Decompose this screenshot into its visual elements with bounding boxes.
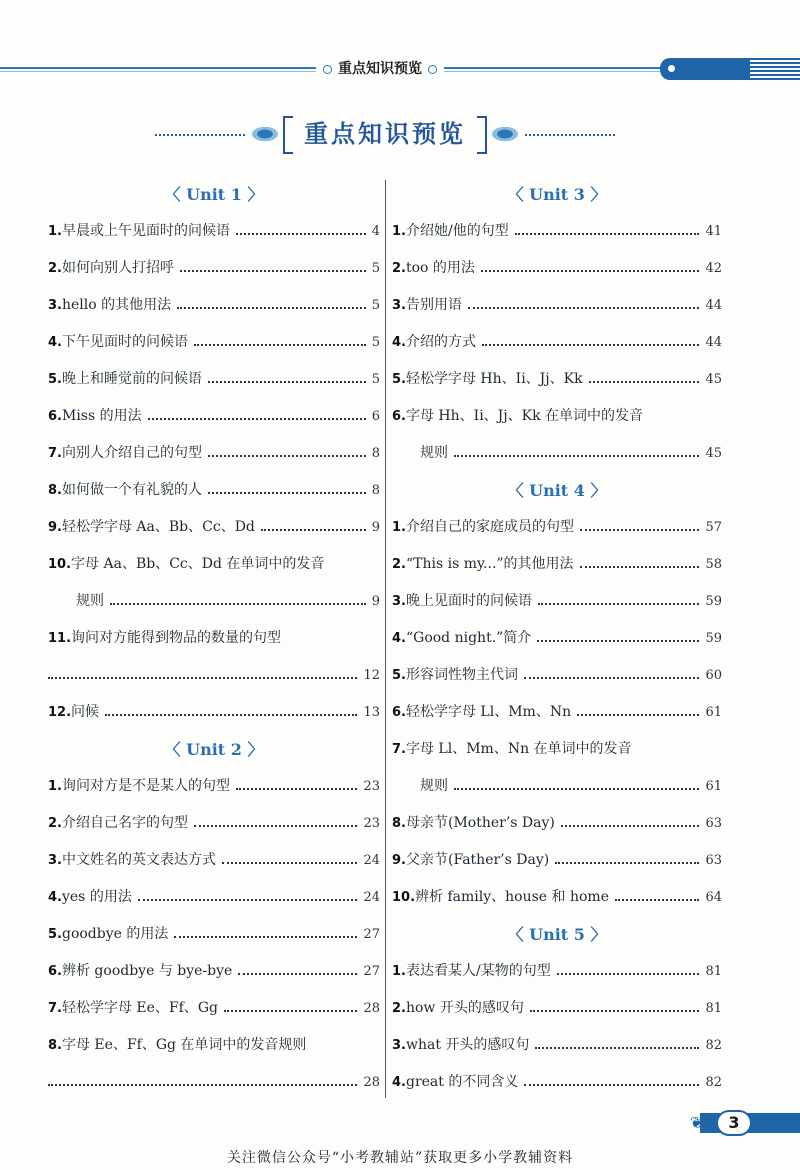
entry-page: 27 [363, 964, 380, 979]
toc-entry[interactable] [48, 509, 380, 546]
toc-left-column [48, 176, 380, 1101]
dot-leader [557, 973, 700, 975]
entry-number: 4. [392, 1075, 406, 1090]
dot-leader [194, 825, 357, 827]
toc-entry[interactable] [48, 1027, 380, 1064]
header-stripes-decoration [750, 58, 800, 80]
toc-entry[interactable] [392, 990, 722, 1027]
entry-page: 9 [371, 594, 380, 609]
bullet-icon [323, 65, 332, 74]
dot-leader [577, 714, 699, 716]
toc-entry[interactable] [392, 842, 722, 879]
dot-leader [208, 381, 366, 383]
dot-leader [48, 677, 357, 679]
toc-entry-continuation[interactable] [48, 583, 380, 620]
entry-title: too 的用法 [405, 260, 475, 276]
toc-entry[interactable] [48, 250, 380, 287]
unit-heading: 〈 Unit 1 〉 [164, 185, 264, 204]
entry-title: 辨析 family、house 和 home [415, 889, 609, 905]
dot-leader [238, 973, 357, 975]
dotted-rule-left [155, 134, 245, 136]
entry-number: 3. [48, 853, 62, 868]
entry-number: 6. [392, 409, 406, 424]
unit-heading: 〈 Unit 5 〉 [507, 925, 607, 944]
entry-title: 规则 [420, 778, 448, 794]
entry-title: 形容词性物主代词 [405, 667, 518, 683]
entry-title: 规则 [420, 445, 448, 461]
toc-entry[interactable] [392, 361, 722, 398]
entry-number: 10. [392, 890, 416, 905]
unit-heading: 〈 Unit 2 〉 [164, 740, 264, 759]
toc-entry[interactable] [392, 287, 722, 324]
toc-entry[interactable] [48, 324, 380, 361]
dot-leader [481, 270, 700, 272]
entry-title: 表达看某人/某物的句型 [405, 963, 551, 979]
dot-leader [105, 714, 357, 716]
entry-title: 如何向别人打招呼 [61, 260, 174, 276]
entry-number: 6. [48, 409, 62, 424]
page-title: 重点知识预览 [304, 120, 466, 148]
entry-page: 44 [705, 335, 722, 350]
entry-title: great 的不同含义 [405, 1074, 519, 1090]
header-title-text: 重点知识预览 [338, 61, 422, 77]
toc-entry[interactable] [392, 1027, 722, 1064]
entry-title: 字母 Hh、Ii、Jj、Kk 在单词中的发音 [405, 408, 644, 424]
entry-page: 63 [705, 853, 722, 868]
entry-title: 介绍的方式 [405, 334, 476, 350]
entry-number: 2. [48, 816, 62, 831]
entry-number: 2. [392, 1001, 406, 1016]
entry-title: 轻松学字母 Ee、Ff、Gg [61, 1000, 218, 1016]
entry-title: 母亲节(Mother’s Day) [405, 815, 555, 831]
entry-number: 9. [48, 520, 62, 535]
entry-page: 59 [705, 631, 722, 646]
entry-title: “This is my...”的其他用法 [405, 556, 574, 572]
entry-title: 晚上见面时的问候语 [405, 593, 532, 609]
toc-entry[interactable] [48, 916, 380, 953]
toc-entry[interactable] [392, 583, 722, 620]
entry-title: 向别人介绍自己的句型 [61, 445, 202, 461]
entry-page: 61 [705, 705, 722, 720]
entry-page: 42 [705, 261, 722, 276]
entry-number: 3. [392, 594, 406, 609]
toc-entry[interactable] [48, 694, 380, 731]
dot-leader [515, 233, 700, 235]
toc-entry[interactable] [392, 657, 722, 694]
dot-leader [222, 862, 357, 864]
entry-page: 45 [705, 372, 722, 387]
dot-leader [454, 788, 699, 790]
bracket-right [477, 116, 487, 154]
entry-title: Miss 的用法 [61, 408, 142, 424]
entry-page: 5 [371, 261, 380, 276]
toc-entry[interactable] [48, 472, 380, 509]
entry-page: 5 [371, 372, 380, 387]
entry-number: 1. [392, 520, 406, 535]
entry-title: 轻松学字母 Ll、Mm、Nn [405, 704, 572, 720]
dot-leader [535, 1047, 699, 1049]
entry-title: 问候 [71, 704, 100, 720]
dot-leader [589, 381, 700, 383]
toc-entry[interactable] [48, 990, 380, 1027]
entry-number: 7. [392, 742, 406, 757]
entry-number: 8. [392, 816, 406, 831]
entry-title: 规则 [76, 593, 104, 609]
entry-title: 告别用语 [405, 297, 462, 313]
toc-entry[interactable] [48, 620, 380, 657]
entry-title: 下午见面时的问候语 [61, 334, 188, 350]
dot-leader [110, 603, 366, 605]
entry-title: 中文姓名的英文表达方式 [61, 852, 216, 868]
toc-entry[interactable] [48, 805, 380, 842]
toc-entry[interactable] [48, 768, 380, 805]
entry-number: 9. [392, 853, 406, 868]
entry-number: 4. [392, 631, 406, 646]
entry-number: 10. [48, 557, 72, 572]
toc-entry[interactable] [392, 324, 722, 361]
dot-leader [208, 455, 366, 457]
entry-page: 82 [705, 1075, 722, 1090]
toc-entry[interactable] [392, 250, 722, 287]
bullet-icon [428, 65, 437, 74]
dot-leader [555, 862, 699, 864]
toc-entry-continuation[interactable] [392, 768, 722, 805]
dot-leader [561, 825, 700, 827]
unit-heading: 〈 Unit 4 〉 [507, 481, 607, 500]
toc-entry[interactable] [48, 953, 380, 990]
toc-entry[interactable] [48, 398, 380, 435]
entry-page: 24 [363, 853, 380, 868]
section-title-banner [155, 110, 615, 160]
entry-title: 早晨或上午见面时的问候语 [61, 223, 230, 239]
toc-entry[interactable] [392, 879, 722, 916]
entry-page: 59 [705, 594, 722, 609]
entry-title: 字母 Ee、Ff、Gg 在单词中的发音规则 [61, 1037, 307, 1053]
entry-page: 41 [705, 224, 722, 239]
toc-entry-continuation[interactable] [392, 435, 722, 472]
page-number: 3 [716, 1110, 752, 1136]
entry-number: 2. [392, 557, 406, 572]
entry-number: 1. [48, 779, 62, 794]
toc-entry[interactable] [48, 546, 380, 583]
entry-page: 5 [371, 298, 380, 313]
entry-number: 7. [48, 446, 62, 461]
dot-leader [454, 455, 699, 457]
entry-page: 81 [705, 964, 722, 979]
toc-entry[interactable] [48, 842, 380, 879]
entry-title: 轻松学字母 Hh、Ii、Jj、Kk [405, 371, 583, 387]
dot-leader [177, 307, 366, 309]
toc-entry[interactable] [392, 398, 722, 435]
dot-leader [224, 1010, 357, 1012]
dot-leader [174, 936, 357, 938]
dot-leader [236, 233, 366, 235]
entry-title: how 开头的感叹句 [405, 1000, 524, 1016]
entry-page: 82 [705, 1038, 722, 1053]
entry-number: 6. [48, 964, 62, 979]
entry-title: 介绍自己的家庭成员的句型 [405, 519, 574, 535]
entry-page: 13 [363, 705, 380, 720]
dot-leader [48, 1084, 357, 1086]
entry-number: 1. [392, 224, 406, 239]
entry-page: 8 [371, 483, 380, 498]
entry-number: 5. [48, 372, 62, 387]
entry-number: 5. [48, 927, 62, 942]
entry-title: 字母 Ll、Mm、Nn 在单词中的发音 [405, 741, 632, 757]
toc-entry[interactable] [392, 213, 722, 250]
entry-title: 轻松学字母 Aa、Bb、Cc、Dd [61, 519, 255, 535]
entry-number: 12. [48, 705, 72, 720]
running-header [0, 0, 800, 90]
entry-number: 4. [48, 890, 62, 905]
entry-page: 12 [363, 668, 380, 683]
entry-title: hello 的其他用法 [61, 297, 172, 313]
toc-entry[interactable] [392, 694, 722, 731]
dotted-rule-right [525, 134, 615, 136]
entry-page: 27 [363, 927, 380, 942]
entry-number: 1. [48, 224, 62, 239]
entry-number: 7. [48, 1001, 62, 1016]
entry-number: 2. [48, 261, 62, 276]
entry-page: 28 [363, 1075, 380, 1090]
entry-page: 60 [705, 668, 722, 683]
toc-entry[interactable] [392, 546, 722, 583]
entry-number: 2. [392, 261, 406, 276]
column-divider [385, 180, 386, 1098]
entry-number: 8. [48, 1038, 62, 1053]
leaf-icon: ❦ [690, 1113, 704, 1132]
dot-leader [580, 566, 700, 568]
entry-number: 3. [392, 298, 406, 313]
entry-number: 6. [392, 705, 406, 720]
toc-entry[interactable] [392, 731, 722, 768]
swirl-left-icon [247, 124, 283, 144]
dot-leader [524, 677, 699, 679]
entry-page: 63 [705, 816, 722, 831]
entry-title: 辨析 goodbye 与 bye-bye [61, 963, 233, 979]
entry-title: 字母 Aa、Bb、Cc、Dd 在单词中的发音 [71, 556, 325, 572]
toc-right-column [392, 176, 722, 1101]
entry-page: 24 [363, 890, 380, 905]
dot-leader [194, 344, 366, 346]
dot-leader [537, 640, 699, 642]
entry-page: 61 [705, 779, 722, 794]
entry-number: 3. [48, 298, 62, 313]
entry-number: 5. [392, 668, 406, 683]
toc-entry[interactable] [48, 213, 380, 250]
dot-leader [468, 307, 699, 309]
dot-leader [138, 899, 358, 901]
entry-page: 64 [705, 890, 722, 905]
entry-page: 58 [705, 557, 722, 572]
toc-entry[interactable] [392, 953, 722, 990]
entry-page: 45 [705, 446, 722, 461]
entry-title: what 开头的感叹句 [405, 1037, 530, 1053]
entry-page: 57 [705, 520, 722, 535]
entry-page: 81 [705, 1001, 722, 1016]
toc-entry[interactable] [392, 1064, 722, 1101]
toc-entry[interactable] [48, 435, 380, 472]
entry-number: 1. [392, 964, 406, 979]
entry-page: 6 [371, 409, 380, 424]
header-title [316, 57, 444, 81]
toc-entry[interactable] [48, 879, 380, 916]
dot-leader [482, 344, 699, 346]
entry-title: “Good night.”简介 [405, 630, 532, 646]
entry-number: 3. [392, 1038, 406, 1053]
unit-heading: 〈 Unit 3 〉 [507, 185, 607, 204]
dot-leader [524, 1084, 699, 1086]
entry-title: 介绍她/他的句型 [405, 223, 509, 239]
entry-number: 4. [392, 335, 406, 350]
dot-leader [208, 492, 366, 494]
entry-page: 23 [363, 816, 380, 831]
dot-leader [530, 1010, 700, 1012]
page-number-badge [690, 1110, 800, 1136]
entry-title: goodbye 的用法 [61, 926, 169, 942]
entry-number: 8. [48, 483, 62, 498]
entry-title: 询问对方是不是某人的句型 [61, 778, 230, 794]
toc-entry[interactable] [392, 509, 722, 546]
entry-title: 询问对方能得到物品的数量的句型 [71, 630, 282, 646]
dot-leader [148, 418, 366, 420]
toc-entry-continuation[interactable] [48, 657, 380, 694]
toc-entry-continuation[interactable] [48, 1064, 380, 1101]
entry-number: 11. [48, 631, 72, 646]
entry-page: 8 [371, 446, 380, 461]
dot-leader [580, 529, 699, 531]
entry-title: yes 的用法 [61, 889, 132, 905]
entry-page: 5 [371, 335, 380, 350]
dot-leader [236, 788, 357, 790]
swirl-right-icon [487, 124, 523, 144]
entry-title: 介绍自己名字的句型 [61, 815, 188, 831]
entry-page: 44 [705, 298, 722, 313]
entry-title: 晚上和睡觉前的问候语 [61, 371, 202, 387]
dot-leader [180, 270, 366, 272]
entry-number: 5. [392, 372, 406, 387]
entry-page: 23 [363, 779, 380, 794]
entry-title: 父亲节(Father’s Day) [405, 852, 550, 868]
footer-note: 关注微信公众号“小考教辅站”获取更多小学教辅资料 [226, 1150, 574, 1166]
toc-entry[interactable] [48, 361, 380, 398]
dot-leader [615, 899, 699, 901]
entry-number: 4. [48, 335, 62, 350]
toc-entry[interactable] [392, 805, 722, 842]
header-tab-decoration [660, 58, 750, 80]
entry-page: 28 [363, 1001, 380, 1016]
toc-entry[interactable] [48, 287, 380, 324]
entry-page: 4 [371, 224, 380, 239]
entry-page: 9 [371, 520, 380, 535]
entry-title: 如何做一个有礼貌的人 [61, 482, 202, 498]
dot-leader [538, 603, 699, 605]
toc-entry[interactable] [392, 620, 722, 657]
dot-leader [261, 529, 366, 531]
